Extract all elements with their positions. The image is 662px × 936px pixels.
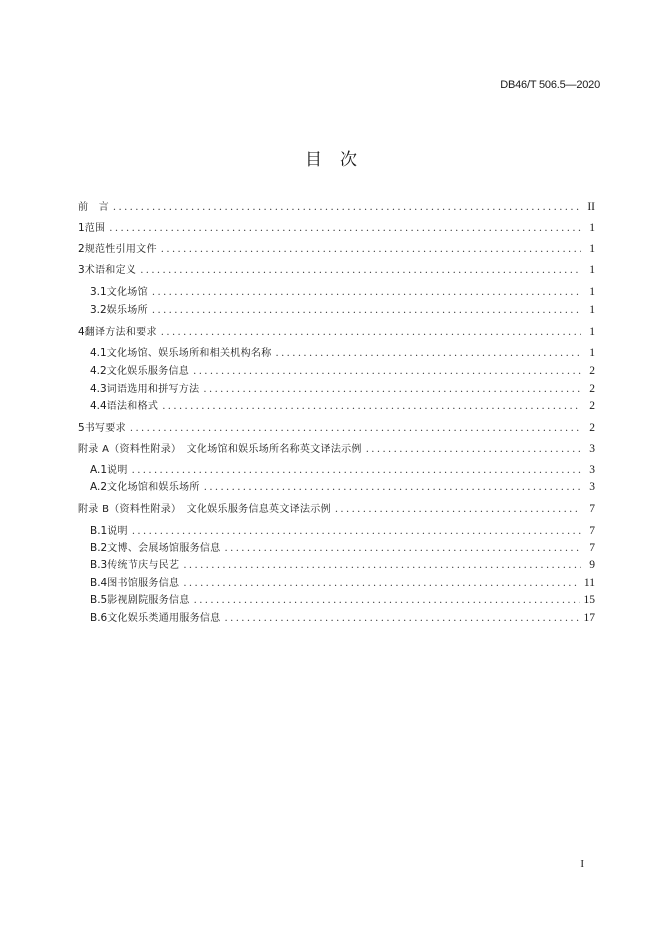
toc-entry-b-5[interactable] [90,593,595,608]
toc-leader-dots [152,285,581,300]
toc-label: 术语和定义 [84,265,137,276]
toc-number: 5 [78,422,85,434]
toc-page-number: 1 [589,222,595,234]
toc-leader-dots [140,263,581,278]
toc-page-number: 7 [589,525,595,537]
toc-label: 传统节庆与民艺 [107,560,180,571]
toc-leader-dots [203,382,581,397]
toc-number: 4.4 [90,400,107,412]
toc-number: B.3 [90,559,108,571]
toc-entry-3-2[interactable] [90,303,595,318]
toc-page-number: 11 [583,577,595,589]
toc-entry-4-1[interactable] [90,346,595,361]
toc-entry-b-4[interactable] [90,576,595,591]
toc-page-number: 9 [589,559,595,571]
toc-entry-appendix-a[interactable] [78,442,595,457]
toc-page-number: 15 [583,594,595,606]
toc-label: 文化场馆 [106,287,148,298]
toc-page-number: 1 [589,243,595,255]
toc-number: A.2 [90,481,108,493]
toc-page-number: 7 [589,503,595,515]
toc-page-number: 7 [589,542,595,554]
toc-label: 文化娱乐服务信息 [106,366,190,377]
toc-entry-foreword[interactable] [78,200,595,215]
toc-label: 影视剧院服务信息 [107,595,190,606]
toc-leader-dots [194,593,580,608]
toc-page-number: 2 [589,383,595,395]
toc-page-number: 2 [589,400,595,412]
toc-leader-dots [132,524,581,539]
toc-leader-dots [225,611,580,626]
toc-number: 4.2 [90,365,107,377]
toc-number: 4 [78,326,85,338]
toc-leader-dots [130,421,581,436]
toc-number: A.1 [90,464,108,476]
toc-number: 1 [78,222,85,234]
toc-number: 4.1 [90,347,107,359]
toc-leader-dots [225,541,581,556]
toc-entry-b-3[interactable] [90,558,595,573]
toc-entry-b-1[interactable] [90,524,595,539]
toc-number: B.4 [90,577,108,589]
toc-page-number: 2 [589,422,595,434]
toc-page-number: II [587,201,595,213]
toc-leader-dots [366,442,581,457]
toc-number: B.2 [90,542,108,554]
toc-page-number: 3 [589,481,595,493]
toc-entry-4-3[interactable] [90,382,595,397]
toc-leader-dots [335,502,581,517]
toc-number: 4.3 [90,383,107,395]
toc-entry-5[interactable] [78,421,595,436]
toc-label: 文化场馆和娱乐场所 [107,482,200,493]
toc-leader-dots [204,480,581,495]
toc-label: 语法和格式 [106,401,159,412]
toc-leader-dots [183,576,580,591]
toc-leader-dots [162,399,581,414]
toc-page-number: 1 [589,326,595,338]
toc-page-number: 2 [589,365,595,377]
toc-page-number: 17 [583,612,595,624]
toc-label: 文化场馆、娱乐场所和相关机构名称 [106,348,272,359]
toc-entry-b-6[interactable] [90,611,595,626]
toc-page-number: 1 [589,264,595,276]
toc-number: 3.2 [90,304,107,316]
toc-leader-dots [193,364,581,379]
toc-label: 范围 [84,223,106,234]
toc-entry-a-1[interactable] [90,463,595,478]
toc-leader-dots [161,325,581,340]
toc-leader-dots [109,221,581,236]
toc-label: 文化娱乐类通用服务信息 [107,613,221,624]
toc-number: 3 [78,264,85,276]
toc-label: 说明 [107,526,128,537]
toc-entry-3[interactable] [78,263,595,278]
toc-leader-dots [113,200,581,215]
toc-leader-dots [183,558,581,573]
toc-page-number: 1 [589,286,595,298]
toc-leader-dots [132,463,581,478]
toc-label: 附录 B（资料性附录） 文化娱乐服务信息英文译法示例 [78,504,331,515]
toc-leader-dots [152,303,581,318]
toc-entry-4-4[interactable] [90,399,595,414]
toc-number: B.1 [90,525,108,537]
toc-entry-a-2[interactable] [90,480,595,495]
page-title: 目次 [305,150,375,170]
toc-entry-4-2[interactable] [90,364,595,379]
toc-label: 附录 A（资料性附录） 文化场馆和娱乐场所名称英文译法示例 [78,444,362,455]
toc-leader-dots [276,346,581,361]
toc-label: 前 言 [78,202,109,213]
toc-number: 2 [78,243,85,255]
toc-page-number: 3 [589,443,595,455]
toc-entry-4[interactable] [78,325,595,340]
toc-label: 规范性引用文件 [84,244,157,255]
toc-entry-1[interactable] [78,221,595,236]
toc-page-number: 1 [589,347,595,359]
toc-page-number: 1 [589,304,595,316]
toc-leader-dots [161,242,581,257]
toc-entry-b-2[interactable] [90,541,595,556]
toc-entry-appendix-b[interactable] [78,502,595,517]
toc-label: 娱乐场所 [106,305,148,316]
toc-entry-3-1[interactable] [90,285,595,300]
toc-label: 图书馆服务信息 [107,578,180,589]
toc-number: B.6 [90,612,108,624]
toc-label: 书写要求 [84,423,126,434]
toc-label: 翻译方法和要求 [84,327,157,338]
toc-entry-2[interactable] [78,242,595,257]
footer-page-number: I [580,858,584,870]
toc-label: 文博、会展场馆服务信息 [107,543,221,554]
toc-page-number: 3 [589,464,595,476]
toc-number: B.5 [90,594,108,606]
toc-label: 说明 [107,465,128,476]
document-code: DB46/T 506.5—2020 [500,79,600,91]
toc-number: 3.1 [90,286,107,298]
toc-label: 词语选用和拼写方法 [106,384,200,395]
